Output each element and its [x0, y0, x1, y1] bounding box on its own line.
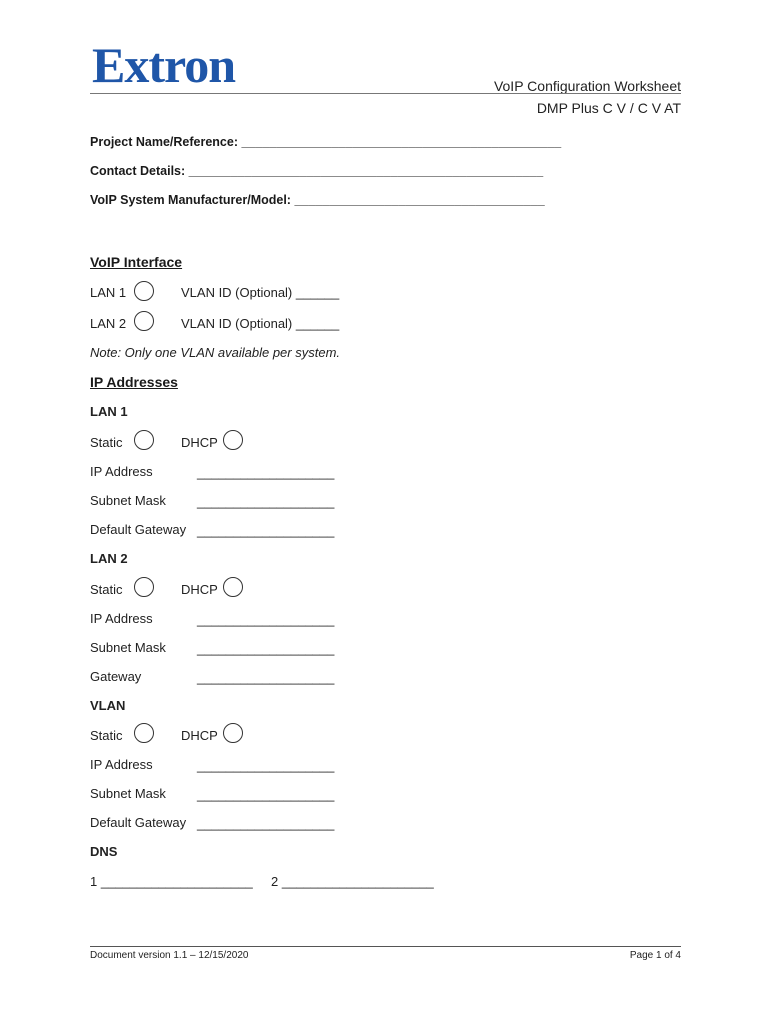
contact-details-label: Contact Details: — [90, 164, 186, 178]
lan1-default-gateway-label: Default Gateway — [90, 522, 187, 537]
vlan-note: Note: Only one VLAN available per system. — [90, 345, 341, 360]
ip-addresses-heading: IP Addresses — [90, 374, 178, 390]
header-divider — [90, 93, 681, 94]
lan2-vlan-id[interactable]: VLAN ID (Optional) ______ — [181, 316, 340, 331]
contact-details-field[interactable] — [90, 164, 543, 178]
vlan-static-label: Static — [90, 728, 123, 743]
vlan-dhcp-label: DHCP — [181, 728, 218, 743]
vlan-group-title: VLAN — [90, 698, 126, 713]
lan1-subnet-mask-blank[interactable]: ___________________ — [197, 494, 335, 509]
lan2-ip-address-blank[interactable]: ___________________ — [197, 612, 335, 627]
voip-manufacturer-blank[interactable]: ____________________________________ — [294, 193, 545, 207]
lan2-static-label: Static — [90, 582, 123, 597]
footer-divider — [90, 946, 681, 947]
lan1-ip-address-blank[interactable]: ___________________ — [197, 465, 335, 480]
voip-manufacturer-field[interactable] — [90, 193, 545, 207]
contact-details-blank[interactable]: ___________________________________________________ — [188, 164, 544, 178]
lan2-radio[interactable] — [134, 311, 154, 331]
document-version: Document version 1.1 – 12/15/2020 — [90, 950, 249, 961]
vlan-subnet-mask-blank[interactable]: ___________________ — [197, 787, 335, 802]
lan1-group-title: LAN 1 — [90, 404, 128, 419]
lan1-dhcp-label: DHCP — [181, 435, 218, 450]
lan1-subnet-mask-label: Subnet Mask — [90, 493, 166, 508]
vlan-subnet-mask-label: Subnet Mask — [90, 786, 166, 801]
lan1-ip-address-label: IP Address — [90, 464, 153, 479]
vlan-static-radio[interactable] — [134, 723, 154, 743]
project-name-field[interactable] — [90, 135, 561, 149]
vlan-ip-address-label: IP Address — [90, 757, 153, 772]
lan2-dhcp-radio[interactable] — [223, 577, 243, 597]
lan2-gateway-label: Gateway — [90, 669, 142, 684]
voip-manufacturer-label: VoIP System Manufacturer/Model: — [90, 193, 291, 207]
lan1-static-label: Static — [90, 435, 123, 450]
lan2-static-radio[interactable] — [134, 577, 154, 597]
lan2-subnet-mask-blank[interactable]: ___________________ — [197, 641, 335, 656]
dns-title: DNS — [90, 844, 118, 859]
project-name-label: Project Name/Reference: — [90, 135, 238, 149]
extron-logo: Extron — [92, 37, 236, 93]
lan1-radio[interactable] — [134, 281, 154, 301]
voip-interface-heading: VoIP Interface — [90, 254, 183, 270]
lan1-dhcp-radio[interactable] — [223, 430, 243, 450]
lan1-default-gateway-blank[interactable]: ___________________ — [197, 523, 335, 538]
vlan-default-gateway-blank[interactable]: ___________________ — [197, 816, 335, 831]
lan2-subnet-mask-label: Subnet Mask — [90, 640, 166, 655]
lan1-vlan-id[interactable]: VLAN ID (Optional) ______ — [181, 285, 340, 300]
vlan-dhcp-radio[interactable] — [223, 723, 243, 743]
vlan-default-gateway-label: Default Gateway — [90, 815, 187, 830]
lan2-gateway-blank[interactable]: ___________________ — [197, 670, 335, 685]
project-name-blank[interactable]: ______________________________________________ — [241, 135, 562, 149]
document-subtitle: DMP Plus C V / C V AT — [536, 100, 681, 116]
lan2-ip-address-label: IP Address — [90, 611, 153, 626]
vlan-ip-address-blank[interactable]: ___________________ — [197, 758, 335, 773]
dns-entry-1[interactable]: 1 _____________________ — [90, 874, 253, 889]
lan2-dhcp-label: DHCP — [181, 582, 218, 597]
lan1-label: LAN 1 — [90, 285, 127, 300]
lan2-label: LAN 2 — [90, 316, 127, 331]
dns-entry-2[interactable]: 2 _____________________ — [271, 874, 434, 889]
lan1-static-radio[interactable] — [134, 430, 154, 450]
page-number: Page 1 of 4 — [629, 950, 681, 961]
lan2-group-title: LAN 2 — [90, 551, 128, 566]
document-title: VoIP Configuration Worksheet — [493, 78, 681, 94]
